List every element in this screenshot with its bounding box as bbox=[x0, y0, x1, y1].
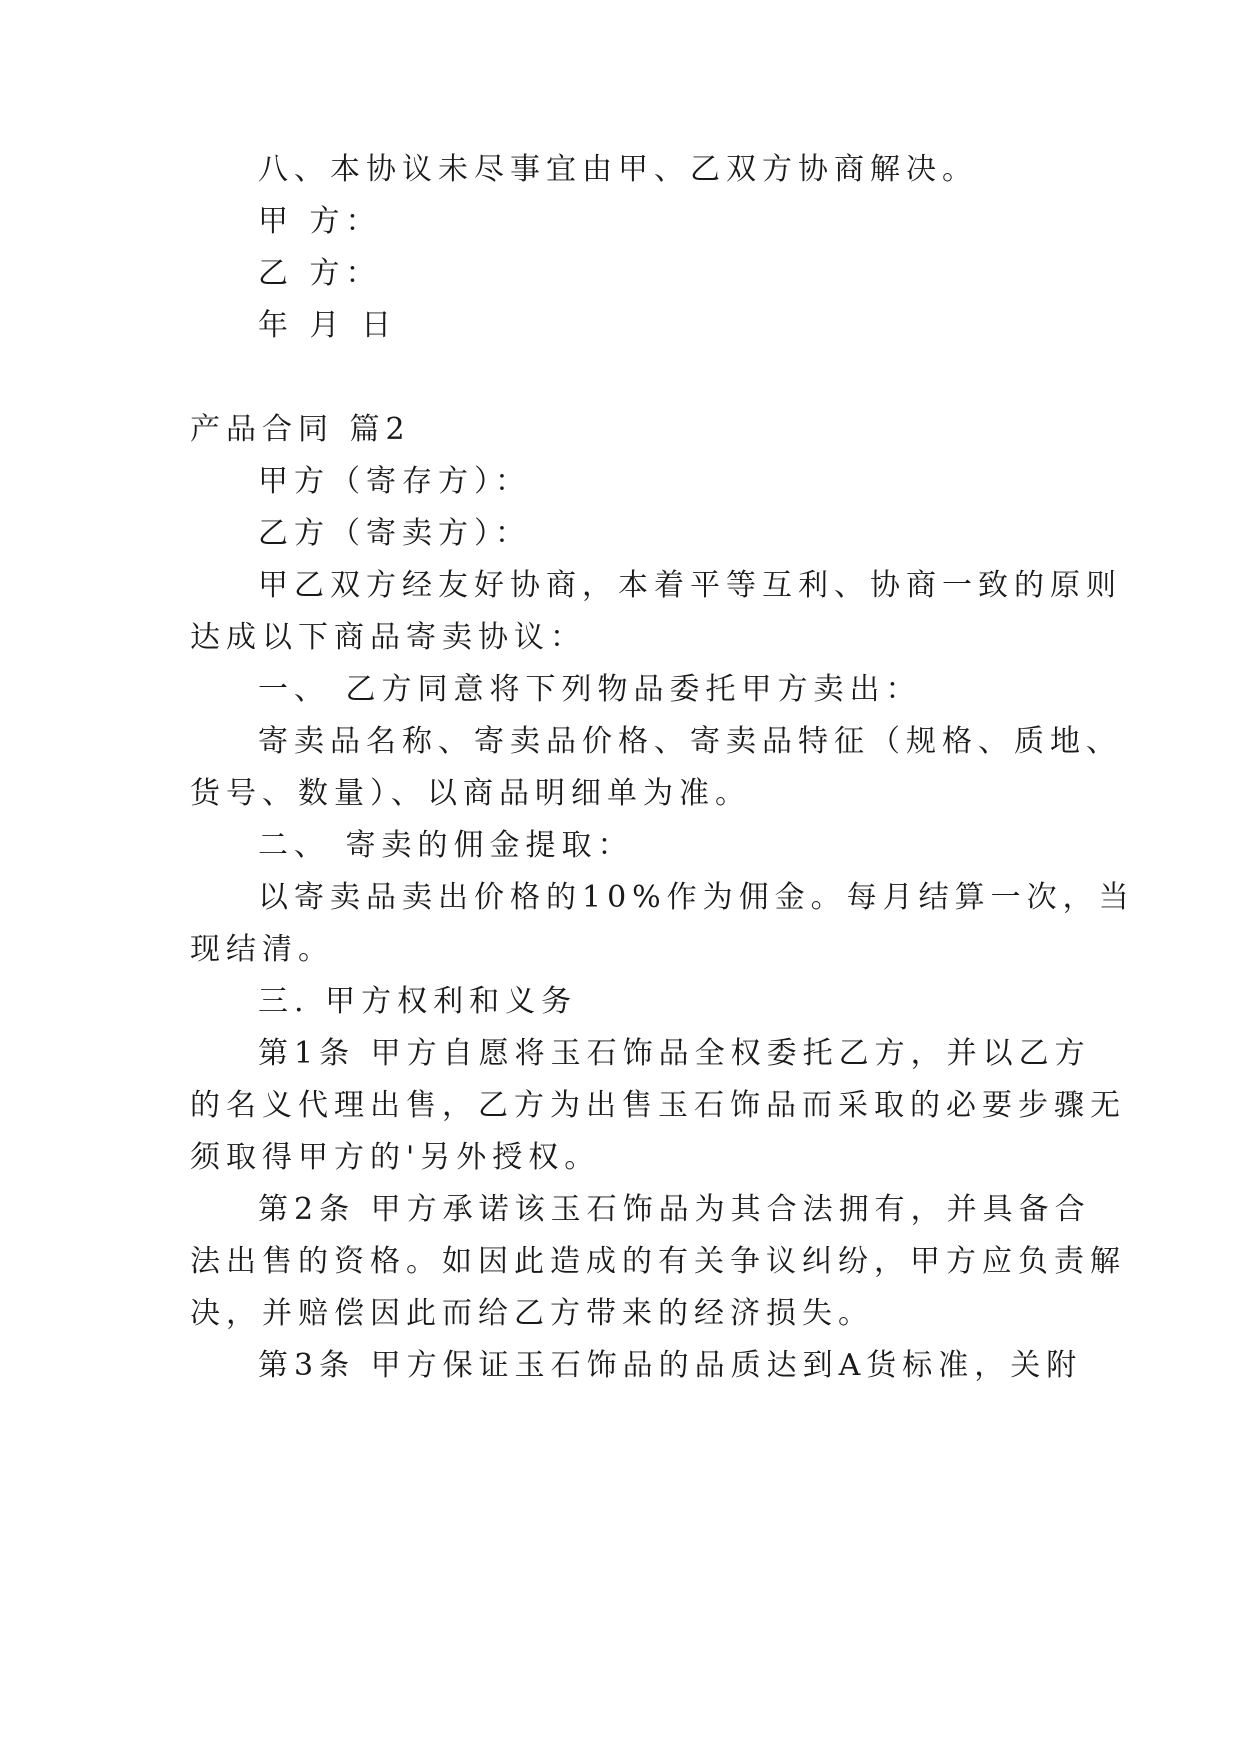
paragraph-line: 以寄卖品卖出价格的10%作为佣金。每月结算一次，当 bbox=[258, 880, 1135, 915]
party-b-signature-line: 乙 方： bbox=[258, 256, 382, 291]
article-three-line: 第3条 甲方保证玉石饰品的品质达到A货标准，关附 bbox=[258, 1348, 1083, 1383]
paragraph-line: 寄卖品名称、寄卖品价格、寄卖品特征（规格、质地、 bbox=[258, 724, 1122, 759]
paragraph-line: 须取得甲方的'另外授权。 bbox=[190, 1140, 601, 1175]
party-a-line: 甲方（寄存方）： bbox=[258, 464, 531, 499]
clause-one-heading: 一、 乙方同意将下列物品委托甲方卖出： bbox=[258, 672, 922, 707]
paragraph-line: 甲乙双方经友好协商，本着平等互利、协商一致的原则 bbox=[258, 568, 1122, 603]
date-line: 年 月 日 bbox=[258, 308, 398, 343]
clause-three-heading: 三. 甲方权利和义务 bbox=[258, 984, 578, 1019]
section-heading: 产品合同 篇2 bbox=[190, 412, 411, 447]
article-one-line: 第1条 甲方自愿将玉石饰品全权委托乙方，并以乙方 bbox=[258, 1036, 1091, 1071]
paragraph-line: 达成以下商品寄卖协议： bbox=[190, 620, 586, 655]
paragraph-line: 现结清。 bbox=[190, 932, 334, 967]
clause-two-heading: 二、 寄卖的佣金提取： bbox=[258, 828, 634, 863]
party-b-line: 乙方（寄卖方）： bbox=[258, 516, 531, 551]
article-two-line: 第2条 甲方承诺该玉石饰品为其合法拥有，并具备合 bbox=[258, 1192, 1091, 1227]
paragraph-line: 的名义代理出售，乙方为出售玉石饰品而采取的必要步骤无 bbox=[190, 1088, 1126, 1123]
party-a-signature-line: 甲 方： bbox=[258, 204, 382, 239]
paragraph-line: 法出售的资格。如因此造成的有关争议纠纷，甲方应负责解 bbox=[190, 1244, 1126, 1279]
paragraph-line: 货号、数量）、以商品明细单为准。 bbox=[190, 776, 751, 811]
clause-eight-line: 八、本协议未尽事宜由甲、乙双方协商解决。 bbox=[258, 152, 978, 187]
paragraph-line: 决，并赔偿因此而给乙方带来的经济损失。 bbox=[190, 1296, 874, 1331]
